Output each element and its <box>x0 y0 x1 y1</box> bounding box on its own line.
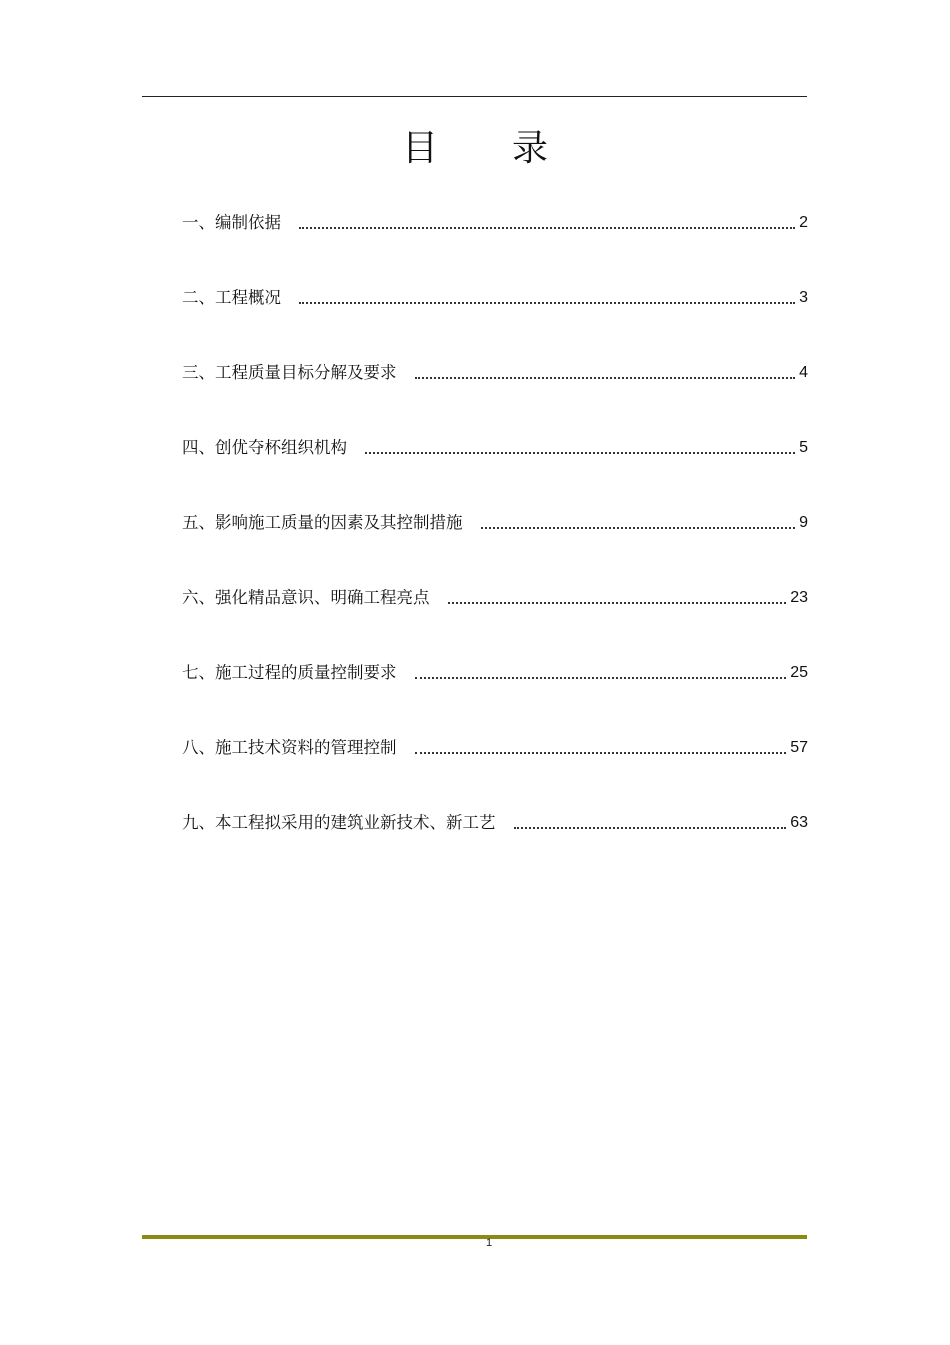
toc-item-page: 57 <box>790 739 808 756</box>
toc-item[interactable] <box>182 583 808 658</box>
toc-item[interactable] <box>182 658 808 733</box>
toc-item-label: 六、强化精品意识、明确工程亮点 <box>182 588 430 607</box>
toc-leader-dots <box>481 508 796 538</box>
title-char-2: 录 <box>511 128 548 169</box>
table-of-contents <box>182 208 808 883</box>
title-char-1: 目 <box>401 128 438 169</box>
toc-item-page: 3 <box>799 289 808 306</box>
toc-item-label: 五、影响施工质量的因素及其控制措施 <box>182 513 463 532</box>
toc-item-page: 63 <box>790 814 808 831</box>
toc-item[interactable] <box>182 808 808 883</box>
page-number: 1 <box>485 1237 493 1249</box>
toc-item-page: 9 <box>799 514 808 531</box>
toc-leader-dots <box>448 583 787 613</box>
toc-item[interactable] <box>182 208 808 283</box>
toc-item-label: 三、工程质量目标分解及要求 <box>182 363 397 382</box>
toc-item-label: 四、创优夺杯组织机构 <box>182 438 347 457</box>
toc-item-page: 5 <box>799 439 808 456</box>
toc-item-label: 八、施工技术资料的管理控制 <box>182 738 397 757</box>
page-title <box>0 120 950 171</box>
toc-item-label: 一、编制依据 <box>182 213 281 232</box>
toc-item-page: 23 <box>790 589 808 606</box>
toc-leader-dots <box>415 358 796 388</box>
toc-leader-dots <box>514 808 787 838</box>
toc-leader-dots <box>299 283 795 313</box>
toc-item-label: 九、本工程拟采用的建筑业新技术、新工艺 <box>182 813 496 832</box>
toc-leader-dots <box>299 208 795 238</box>
toc-item-page: 2 <box>799 214 808 231</box>
toc-item[interactable] <box>182 433 808 508</box>
toc-item[interactable] <box>182 283 808 358</box>
toc-item[interactable] <box>182 358 808 433</box>
toc-item[interactable] <box>182 508 808 583</box>
toc-leader-dots <box>365 433 795 463</box>
toc-item[interactable] <box>182 733 808 808</box>
toc-item-page: 4 <box>799 364 808 381</box>
toc-leader-dots <box>415 733 787 763</box>
toc-item-page: 25 <box>790 664 808 681</box>
toc-item-label: 二、工程概况 <box>182 288 281 307</box>
header-rule <box>142 96 807 97</box>
toc-item-label: 七、施工过程的质量控制要求 <box>182 663 397 682</box>
toc-leader-dots <box>415 658 787 688</box>
